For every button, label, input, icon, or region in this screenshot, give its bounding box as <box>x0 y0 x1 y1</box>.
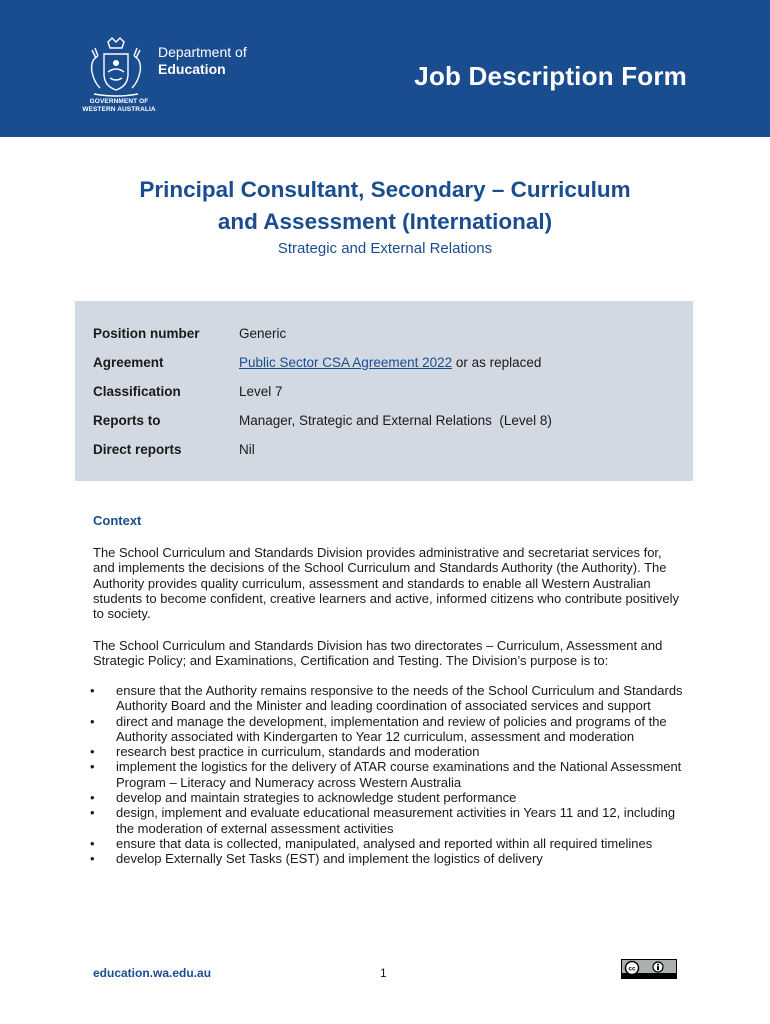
detail-value: Level 7 <box>239 384 283 399</box>
context-paragraph-1: The School Curriculum and Standards Division provides administrative and secretariat services for, and implements the decisions of the School Curriculum and Standards Authority (the Authority). The Authority provides quality curriculum, assessment and standards to enable all Western Australian students to become confident, creative learners and active, informed citizens who contribute positively to society. <box>93 545 680 622</box>
detail-label: Reports to <box>93 413 161 428</box>
position-details-panel <box>75 301 693 481</box>
context-heading: Context <box>93 513 142 528</box>
agreement-link[interactable]: Public Sector CSA Agreement 2022 <box>239 355 453 370</box>
form-title: Job Description Form <box>414 61 687 91</box>
detail-value: Nil <box>239 442 255 457</box>
detail-label: Agreement <box>93 355 164 370</box>
list-item-text: develop Externally Set Tasks (EST) and implement the logistics of delivery <box>116 851 543 867</box>
detail-value <box>239 355 541 371</box>
list-item <box>90 805 690 836</box>
list-item <box>90 836 690 851</box>
position-title-line-2: and Assessment (International) <box>217 209 553 234</box>
list-item-text: implement the logistics for the delivery of ATAR course examinations and the National Assessment Program – Literacy and Numeracy across Western Australia <box>116 759 682 790</box>
detail-label: Direct reports <box>93 442 182 457</box>
page-number: 1 <box>380 966 387 980</box>
list-item <box>90 744 690 759</box>
gov-line-1: GOVERNMENT OF <box>89 98 149 105</box>
position-subtitle: Strategic and External Relations <box>277 240 493 257</box>
purpose-list <box>90 683 690 867</box>
position-title-line-1: Principal Consultant, Secondary – Curriculum <box>139 177 631 202</box>
agreement-suffix: or as replaced <box>452 355 542 370</box>
list-item-text: ensure that data is collected, manipulated, analysed and reported within all required timelines <box>116 835 653 851</box>
detail-value: Generic <box>239 326 287 341</box>
department-line-2: Education <box>158 61 226 77</box>
bullet-icon: • <box>90 713 95 729</box>
cc-by-license-icon[interactable] <box>621 959 677 979</box>
bullet-icon: • <box>90 759 95 775</box>
list-item-text: develop and maintain strategies to acknowledge student performance <box>116 790 517 806</box>
bullet-icon: • <box>90 683 95 698</box>
bullet-icon: • <box>90 805 95 821</box>
list-item <box>90 851 690 866</box>
bullet-icon: • <box>90 790 95 806</box>
detail-value: Manager, Strategic and External Relations (Level 8) <box>239 413 552 428</box>
bullet-icon: • <box>90 835 95 851</box>
list-item <box>90 714 690 745</box>
gov-line-2: WESTERN AUSTRALIA <box>82 106 156 113</box>
page-header <box>0 0 770 137</box>
footer-url[interactable]: education.wa.edu.au <box>93 966 212 980</box>
bullet-icon: • <box>90 851 95 867</box>
list-item <box>90 759 690 790</box>
department-line-1: Department of <box>158 44 247 60</box>
list-item-text: ensure that the Authority remains responsive to the needs of the School Curriculum and Standards Authority Board and the Minister and leading coordination of associated services and support <box>116 683 683 714</box>
detail-label: Classification <box>93 384 181 399</box>
department-name <box>158 44 247 78</box>
context-paragraph-2: The School Curriculum and Standards Division has two directorates – Curriculum, Assessment and Strategic Policy; and Examinations, Certification and Testing. The Division’s purpose is to: <box>93 638 663 669</box>
list-item-text: direct and manage the development, implementation and review of policies and programs of the Authority associated with Kindergarten to Year 12 curriculum, assessment and moderation <box>116 713 667 744</box>
detail-label: Position number <box>93 326 200 341</box>
coat-of-arms-icon <box>76 36 152 100</box>
bullet-icon: • <box>90 744 95 760</box>
list-item-text: design, implement and evaluate educational measurement activities in Years 11 and 12, including the moderation of external assessment activities <box>116 805 676 836</box>
list-item-text: research best practice in curriculum, standards and moderation <box>116 744 480 760</box>
position-title <box>0 174 770 238</box>
list-item <box>90 790 690 805</box>
government-label <box>74 98 164 114</box>
list-item <box>90 683 690 714</box>
svg-text:cc: cc <box>628 965 636 973</box>
